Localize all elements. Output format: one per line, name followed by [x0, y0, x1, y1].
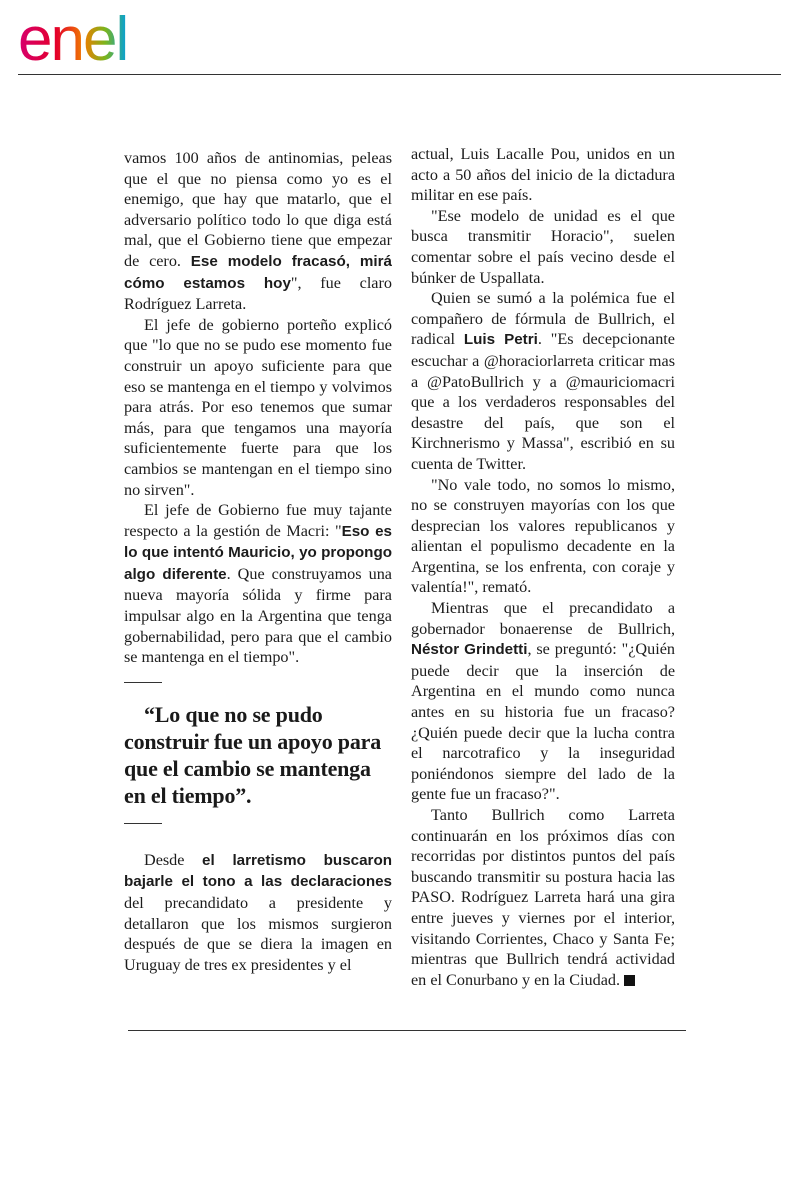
paragraph — [124, 315, 392, 500]
text-run: actual, Luis Lacalle Pou, unidos en un acto a 50 años del inicio de la dictadura militar en ese país. — [411, 145, 675, 205]
paragraph-final — [411, 805, 675, 990]
bold-text: el larretismo buscaron bajarle el tono a las declaraciones — [124, 851, 392, 891]
final-paragraph-text — [411, 806, 675, 989]
text-run: "Ese modelo de unidad es el que busca transmitir Horacio", suelen comentar sobre el país vecino desde el búnker de Uspallata. — [411, 206, 675, 287]
text-run: Tanto Bullrich como Larreta continuarán en los próximos días con recorridas por distintos puntos del país buscando transmitir su postura hacia las PASO. Rodríguez Larreta hará una gira entre jueves y viernes por el interior, visitando Corrientes, Chaco y Santa Fe; mientras que Bullrich tendrá actividad en el Conurbano y en la Ciudad. — [411, 806, 675, 989]
paragraph — [411, 206, 675, 288]
text-run: , se preguntó: "¿Quién puede decir que la inserción de Argentina en el mundo como nunca antes en su historia fue un fracaso? ¿Quién puede decir que la lucha contra el narcotrafico y la inseguridad poniéndonos siempre del lado de la gente fue un fracaso?". — [411, 640, 675, 804]
enel-logo — [18, 4, 182, 68]
svg-text:enel: enel — [18, 5, 128, 68]
pullquote: “Lo que no se pudo construir fue un apoyo para que el cambio se mantenga en el tiempo”. — [124, 701, 381, 808]
paragraph — [411, 475, 675, 599]
end-of-article-mark — [624, 975, 635, 986]
text-run: El jefe de Gobierno fue muy tajante respecto a la gestión de Macri: " — [124, 501, 392, 540]
paragraph — [411, 144, 675, 206]
pullquote-rule-bottom — [124, 823, 162, 824]
bold-text: Eso es lo que intentó Mauricio, yo propongo algo diferente — [124, 522, 392, 583]
bold-text: Néstor Grindetti — [411, 641, 528, 659]
pullquote-rule-top — [124, 682, 162, 683]
article-column-left — [124, 148, 392, 975]
paragraph — [124, 148, 392, 315]
page-header — [0, 0, 800, 80]
paragraph — [124, 500, 392, 668]
footer-rule — [128, 1030, 686, 1031]
text-run: Quien se sumó a la polémica fue el compañero de fórmula de Bullrich, el radical — [411, 289, 675, 349]
text-run: vamos 100 años de antinomias, peleas que el que no piensa como yo es el enemigo, que hay que matarlo, que el adversario político todo lo que diga está mal, que el Gobierno tiene que empezar de cero. — [124, 149, 392, 270]
paragraph — [411, 288, 675, 474]
header-rule — [18, 74, 781, 75]
text-run: "No vale todo, no somos lo mismo, no se construyen mayorías con los que desprecian los valores republicanos y alientan el populismo decadente en la Argentina, se los enfrenta, con coraje y valentía!", remató. — [411, 475, 675, 597]
text-run: Mientras que el precandidato a gobernador bonaerense de Bullrich, — [411, 599, 675, 638]
text-run: ", fue claro Rodríguez Larreta. — [124, 273, 392, 314]
bold-text: Luis Petri — [463, 331, 538, 349]
bold-text: Ese modelo fracasó, mirá cómo estamos hoy — [124, 252, 393, 292]
text-run: El jefe de gobierno porteño explicó que "lo que no se pudo ese momento fue construir un apoyo suficiente para que eso se mantenga en el tiempo y volvimos para atrás. Por eso tenemos que sumar más, para que tengamos una mayoría suficientemente fuerte para que los cambios se mantengan en el tiempo sino no sirven". — [124, 315, 392, 499]
text-run: . "Es decepcionante escuchar a @horaciorlarreta criticar mas a @PatoBullrich y a @mauriciomacri que a los verdaderos responsables del desastre del país, que son el Kirchnerismo y Massa", escribió en su cuenta de Twitter. — [411, 330, 675, 473]
paragraph — [124, 850, 392, 976]
text-run: Desde — [144, 850, 203, 869]
text-run: del precandidato a presidente y detallaron que los mismos surgieron después de que se diera la imagen en Uruguay de tres ex presidentes y el — [124, 894, 392, 974]
text-run: . Que construyamos una nueva mayoría sólida y firme para impulsar algo en la Argentina que tenga gobernabilidad, pero para que el cambio se mantenga en el tiempo". — [124, 564, 392, 667]
paragraph — [411, 598, 675, 805]
article-column-right — [411, 144, 675, 990]
